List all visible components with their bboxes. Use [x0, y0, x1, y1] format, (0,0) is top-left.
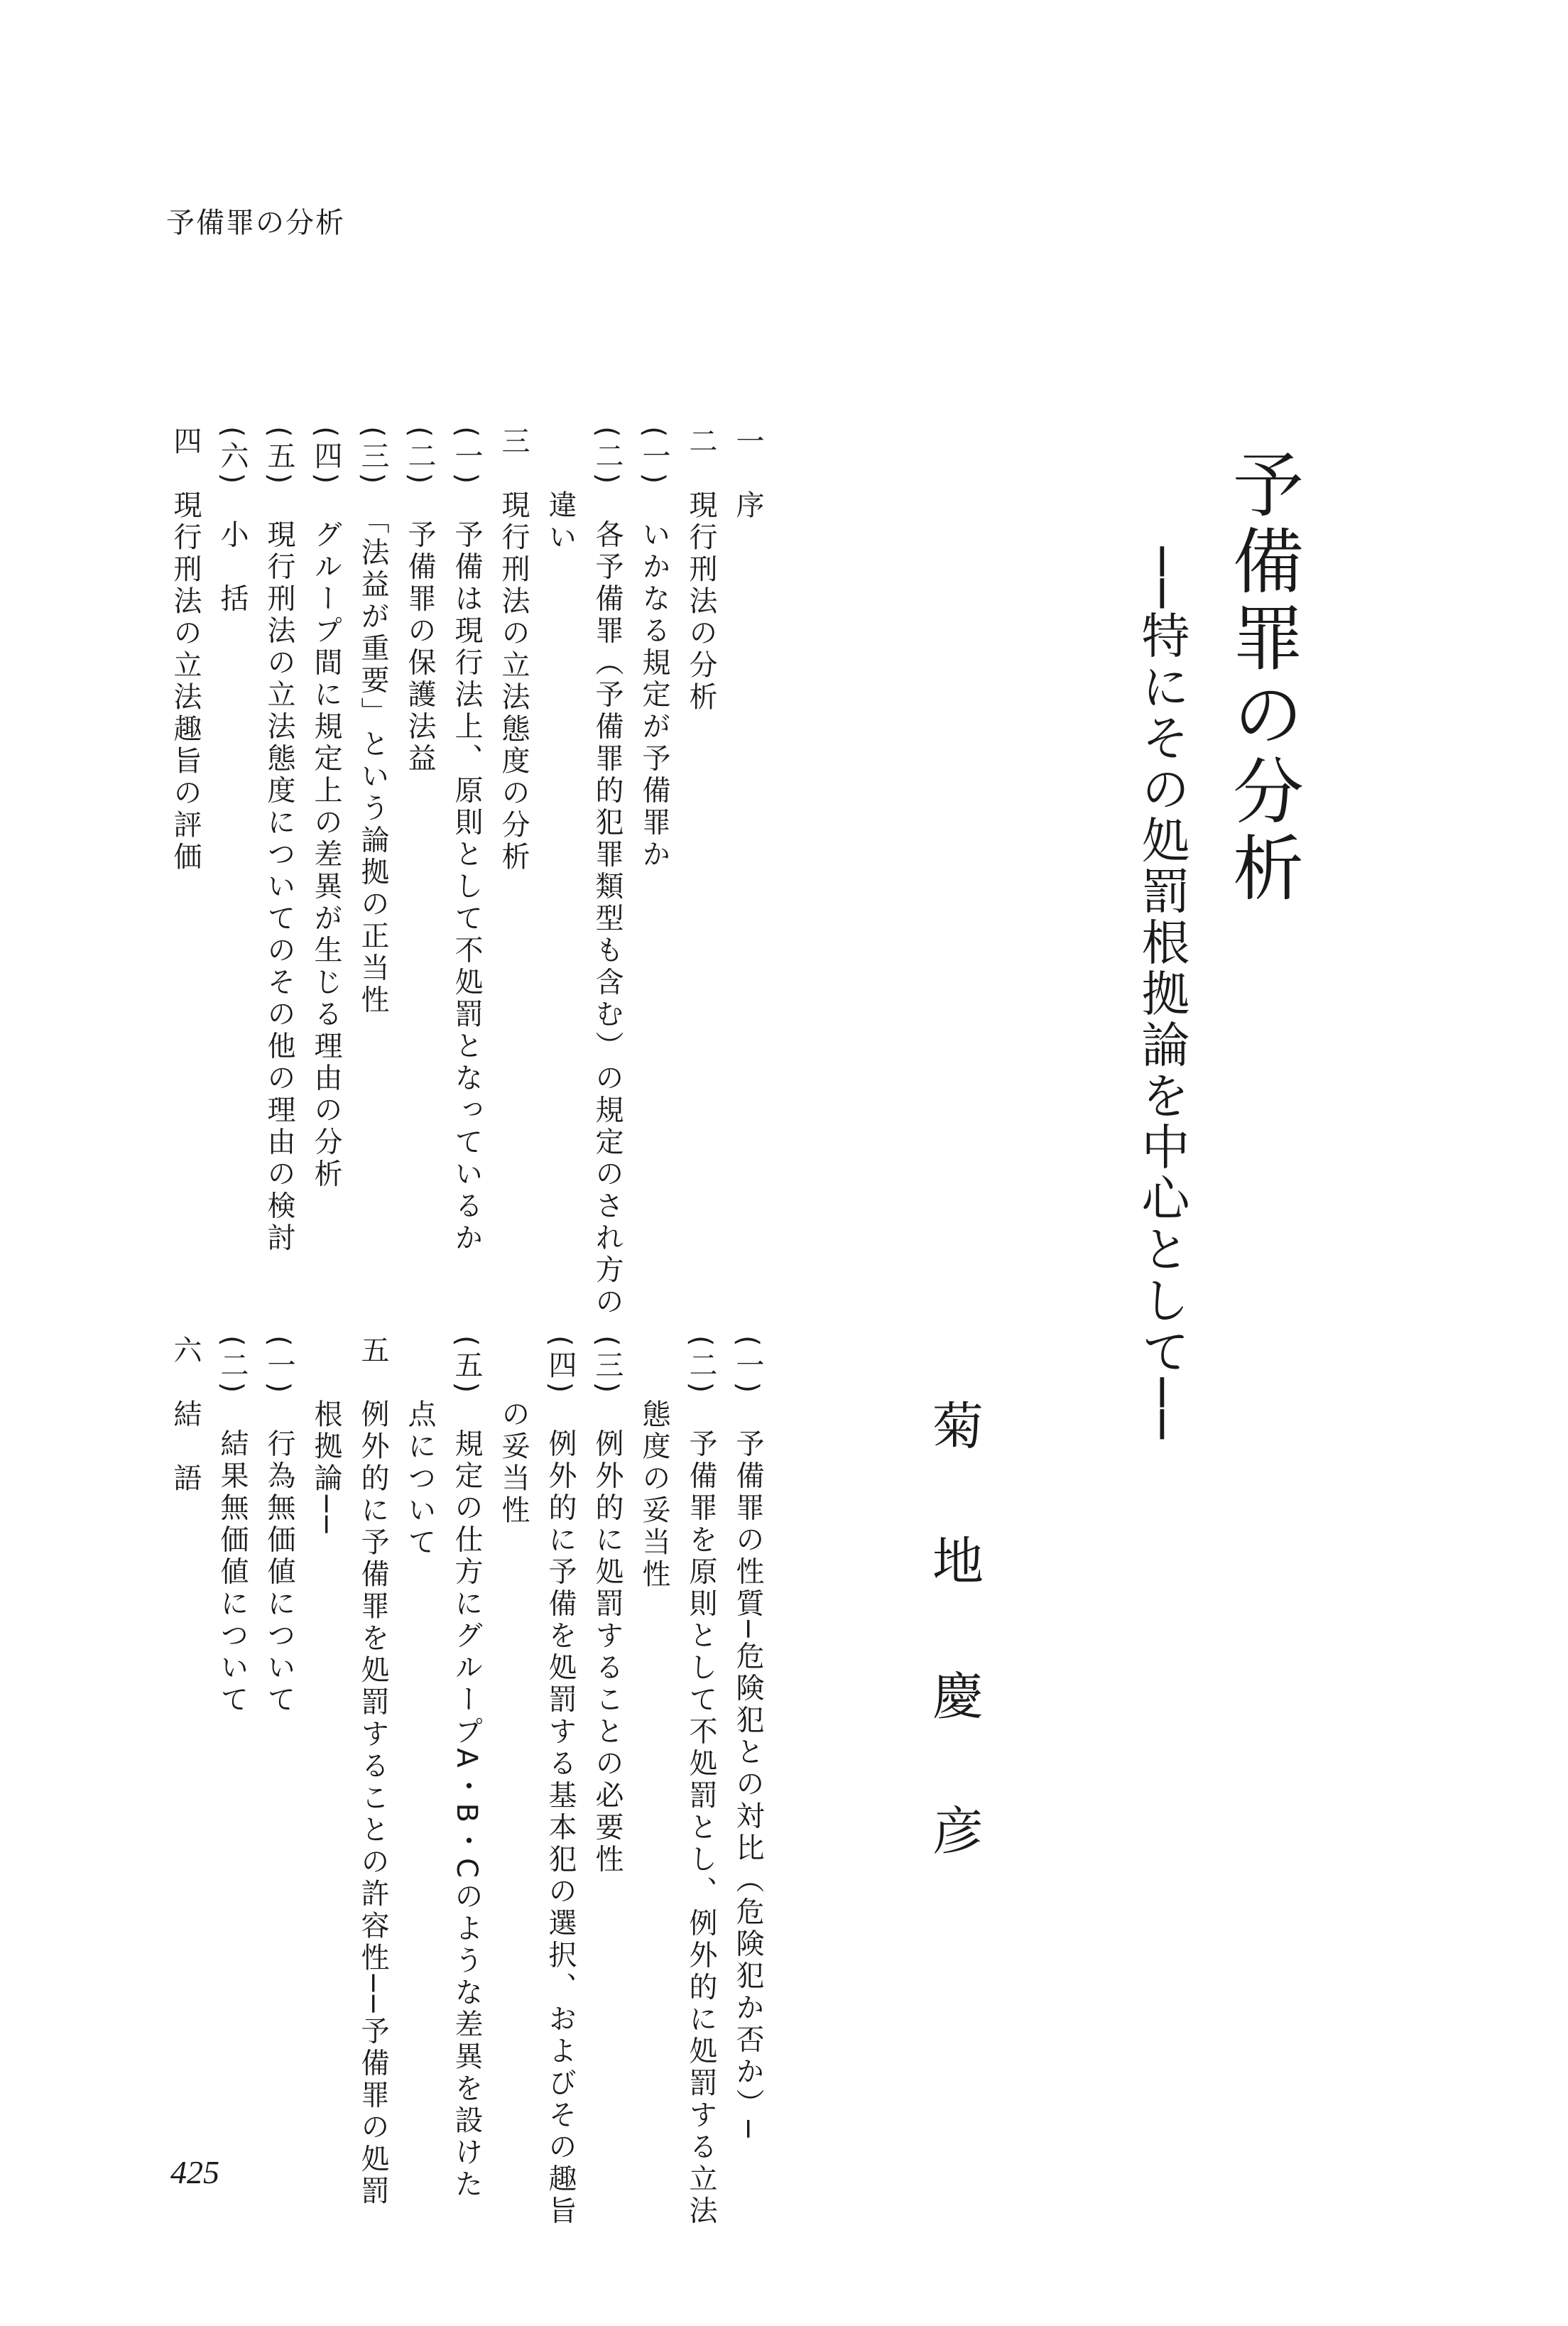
- toc-item: (二) 予備罪を原則として不処罰とし、例外的に処罰する立法: [685, 1335, 717, 2228]
- toc-item: (一) 予備罪の性質─危険犯との対比（危険犯か否か）─: [731, 1335, 764, 2141]
- article-subtitle: ──特にその処罰根拠論を中心として──: [1133, 547, 1189, 1442]
- toc-item: 点について: [403, 1335, 436, 1559]
- toc-item: (四) グループ間に規定上の差異が生じる理由の分析: [310, 426, 342, 1191]
- toc-item: 違い: [544, 426, 577, 554]
- toc-item: 根拠論──: [310, 1335, 342, 1537]
- toc-item: 一 序: [731, 426, 764, 522]
- toc-item: (四) 例外的に予備を処罰する基本犯の選択、およびその趣旨: [544, 1335, 577, 2228]
- toc-item: (一) いかなる規定が予備罪か: [638, 426, 670, 871]
- running-header: 予備罪の分析: [166, 207, 345, 239]
- toc-item: (一) 行為無価値について: [263, 1335, 295, 1717]
- article-title: 予備罪の分析: [1221, 447, 1304, 908]
- toc-item: 態度の妥当性: [638, 1335, 670, 1591]
- toc-item: 二 現行刑法の分析: [685, 426, 717, 714]
- toc-item: 三 現行刑法の立法態度の分析: [497, 426, 530, 874]
- toc-item: 四 現行刑法の立法趣旨の評価: [169, 426, 202, 874]
- toc-item: (一) 予備は現行法上、原則として不処罰となっているか: [450, 426, 483, 1255]
- toc-item: (二) 予備罪の保護法益: [403, 426, 436, 776]
- toc-item: (六) 小 括: [216, 426, 249, 616]
- toc-item: (三) 例外的に処罰することの必要性: [591, 1335, 624, 1876]
- page-number: 425: [170, 2154, 219, 2190]
- toc-item: 五 例外的に予備罪を処罰することの許容性──予備罪の処罰: [356, 1335, 389, 2208]
- toc-item: (二) 各予備罪（予備罪的犯罪類型も含む）の規定のされ方の: [591, 426, 624, 1319]
- toc-item: の妥当性: [497, 1335, 530, 1527]
- toc-item: (二) 結果無価値について: [216, 1335, 249, 1717]
- author-name: 菊地慶彦: [924, 1399, 984, 1939]
- toc-item: (五) 規定の仕方にグループA・B・Cのような差異を設けた: [450, 1335, 483, 2201]
- toc-item: (五) 現行刑法の立法態度についてのその他の理由の検討: [263, 426, 295, 1255]
- toc-item: (三) 「法益が重要」という論拠の正当性: [356, 426, 389, 1017]
- toc-item: 六 結 語: [169, 1335, 202, 1495]
